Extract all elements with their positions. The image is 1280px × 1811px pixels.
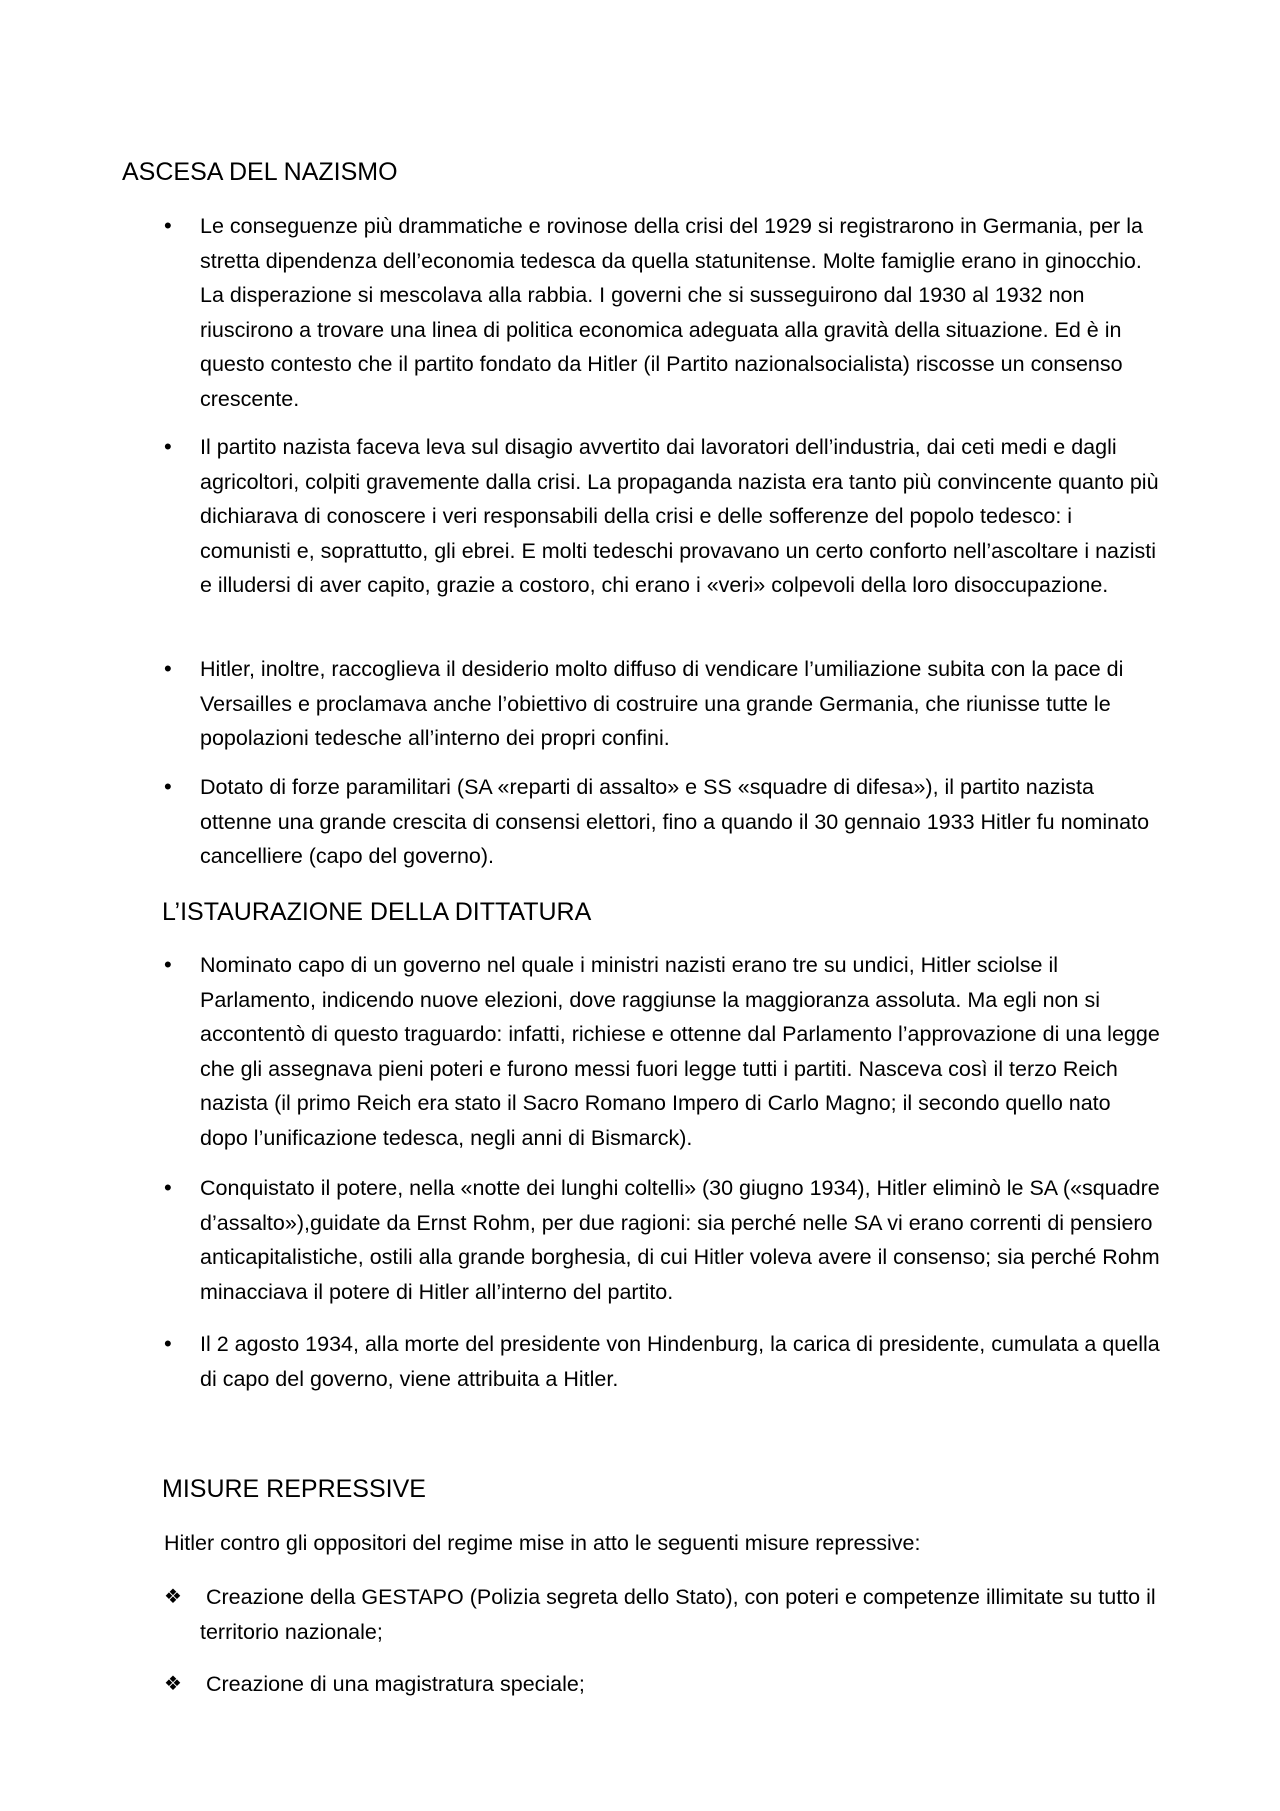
bullet-icon: •	[164, 213, 172, 238]
bullet-icon: •	[164, 434, 172, 459]
diamond-bullet-icon: ❖	[164, 1586, 182, 1608]
paragraph: Hitler, inoltre, raccoglieva il desiderio molto diffuso di vendicare l’umiliazione subita con la pace di Versailles e proclamava anche l’obiettivo di costruire una grande Germania, che riunisse tutte le popolazioni tedesche all’interno dei propri confini.	[200, 657, 1124, 750]
bullet-icon: •	[164, 1175, 172, 1200]
paragraph: Creazione della GESTAPO (Polizia segreta dello Stato), con poteri e competenze illimitate su tutto il territorio nazionale;	[200, 1585, 1156, 1644]
section-title-istaurazione: L’ISTAURAZIONE DELLA DITTATURA	[162, 898, 592, 926]
diamond-bullet-icon: ❖	[164, 1673, 182, 1695]
bullet-icon: •	[164, 952, 172, 977]
bullet-icon: •	[164, 1331, 172, 1356]
paragraph: Il partito nazista faceva leva sul disagio avvertito dai lavoratori dell’industria, dai ceti medi e dagli agricoltori, colpiti gravemente dalla crisi. La propaganda nazista era tanto più convincente quanto più dichiarava di conoscere i veri responsabili della crisi e delle sofferenze del popolo tedesco: i comunisti e, soprattutto, gli ebrei. E molti tedeschi provavano un certo conforto nell’ascoltare i nazisti e illudersi di aver capito, grazie a costoro, chi erano i «veri» colpevoli della loro disoccupazione.	[200, 435, 1159, 597]
bullet-icon: •	[164, 774, 172, 799]
paragraph: Il 2 agosto 1934, alla morte del presidente von Hindenburg, la carica di presidente, cumulata a quella di capo del governo, viene attribuita a Hitler.	[200, 1332, 1160, 1391]
section-title-misure: MISURE REPRESSIVE	[162, 1475, 426, 1503]
bullet-icon: •	[164, 656, 172, 681]
paragraph: Conquistato il potere, nella «notte dei lunghi coltelli» (30 giugno 1934), Hitler eliminò le SA («squadre d’assalto»),guidate da Ernst Rohm, per due ragioni: sia perché nelle SA vi erano correnti di pensiero anticapitalistiche, ostili alla grande borghesia, di cui Hitler voleva avere il consenso; sia perché Rohm minacciava il potere di Hitler all’interno del partito.	[200, 1176, 1160, 1304]
paragraph: Le conseguenze più drammatiche e rovinose della crisi del 1929 si registrarono in Germania, per la stretta dipendenza dell’economia tedesca da quella statunitense. Molte famiglie erano in ginocchio. La disperazione si mescolava alla rabbia. I governi che si susseguirono dal 1930 al 1932 non riuscirono a trovare una linea di politica economica adeguata alla gravità della situazione. Ed è in questo contesto che il partito fondato da Hitler (il Partito nazionalsocialista) riscosse un consenso crescente.	[200, 214, 1143, 411]
intro-paragraph: Hitler contro gli oppositori del regime mise in atto le seguenti misure repressive:	[164, 1531, 921, 1555]
paragraph: Nominato capo di un governo nel quale i ministri nazisti erano tre su undici, Hitler sciolse il Parlamento, indicendo nuove elezioni, dove raggiunse la maggioranza assoluta. Ma egli non si accontentò di questo traguardo: infatti, richiese e ottenne dal Parlamento l’approvazione di una legge che gli assegnava pieni poteri e furono messi fuori legge tutti i partiti. Nasceva così il terzo Reich nazista (il primo Reich era stato il Sacro Romano Impero di Carlo Magno; il secondo quello nato dopo l’unificazione tedesca, negli anni di Bismarck).	[200, 953, 1160, 1150]
paragraph: Creazione di una magistratura speciale;	[206, 1672, 585, 1696]
paragraph: Dotato di forze paramilitari (SA «reparti di assalto» e SS «squadre di difesa»), il partito nazista ottenne una grande crescita di consensi elettori, fino a quando il 30 gennaio 1933 Hitler fu nominato cancelliere (capo del governo).	[200, 775, 1150, 868]
section-title-ascesa: ASCESA DEL NAZISMO	[122, 158, 398, 186]
